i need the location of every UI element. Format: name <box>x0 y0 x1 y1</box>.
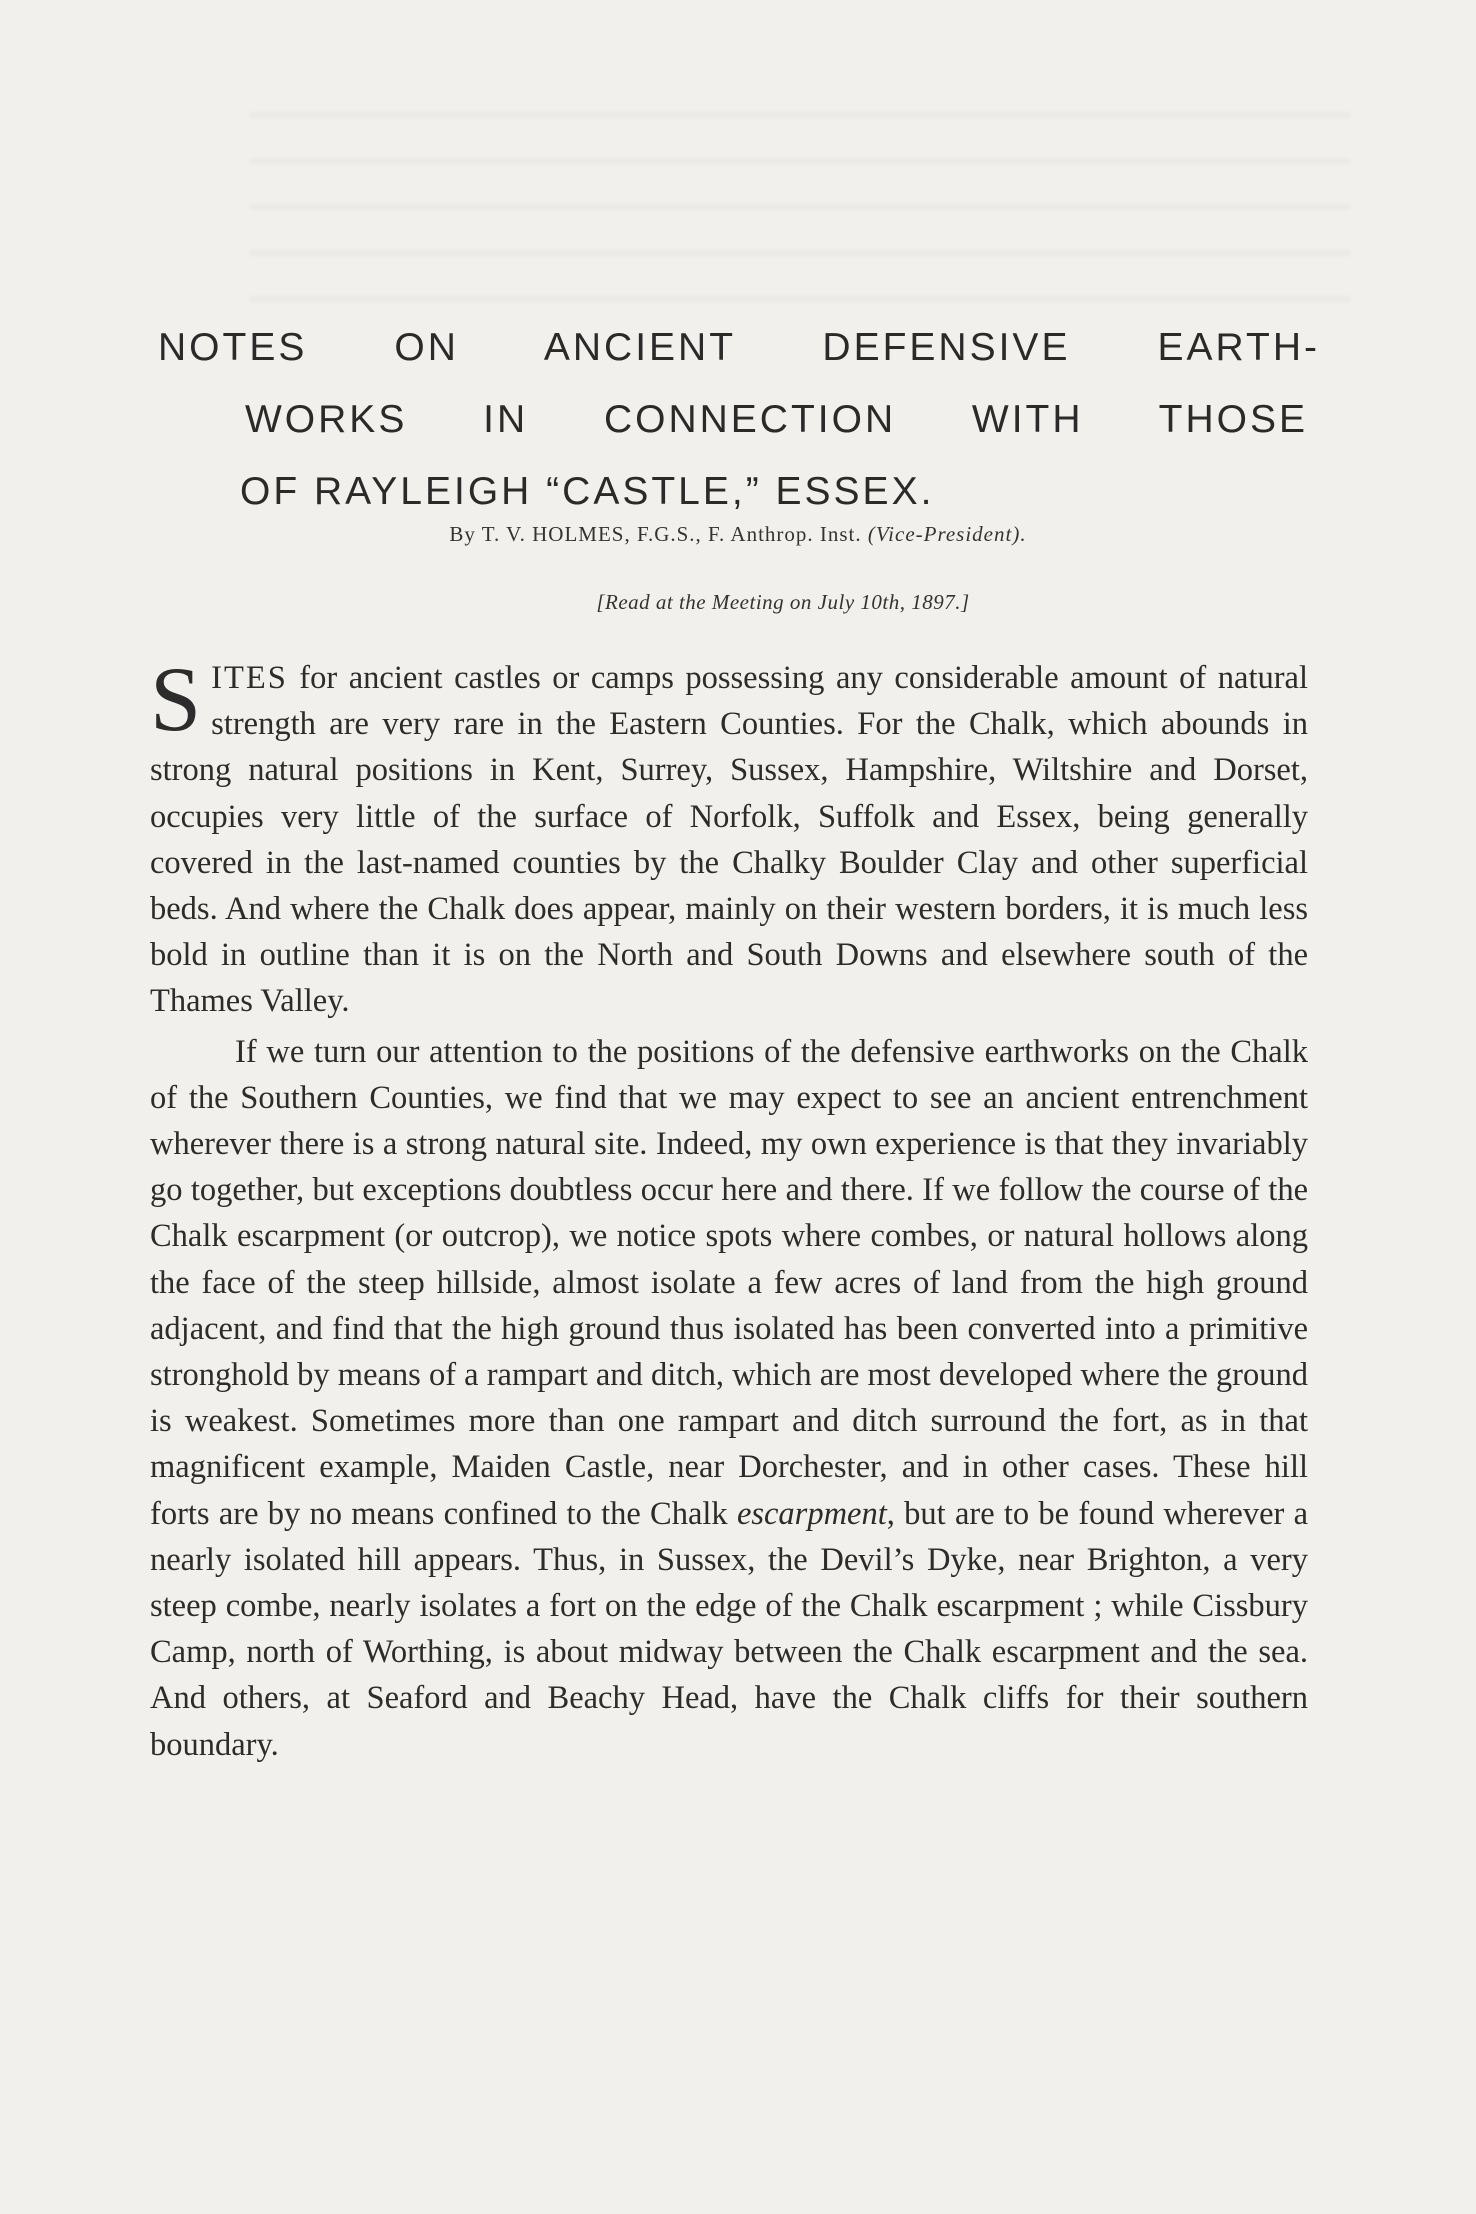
paragraph-1-text: for ancient castles or camps possessing any considerable amount of natural strength are very rare in the Eastern Counties. For the Chalk, which abounds in strong natural positions in Kent, Surrey, Sussex, Hampshire, Wiltshire and Dorset, occupies very little of the surface of Norfolk, Suffolk and Essex, being generally covered in the last-named counties by the Chalky Boulder Clay and other superficial beds. And where the Chalk does appear, mainly on their western borders, it is much less bold in outline than it is on the North and South Downs and elsewhere south of the Thames Valley. <box>150 660 1308 1020</box>
drop-cap: S <box>150 648 202 750</box>
author: By T. V. HOLMES, F.G.S., F. Anthrop. Inst. <box>449 522 862 546</box>
paragraph-2-text-b: , but are to be found wherever a nearly isolated hill appears. Thus, in Sussex, the Devil’s Dyke, near Brighton, a very steep combe, nearly isolates a fort on the edge of the Chalk escarpment ; while Cissbury Camp, north of Worthing, is about midway between the Chalk escarpment and the sea. And others, at Seaford and Beachy Head, have the Chalk cliffs for their southern boundary. <box>150 1495 1309 1763</box>
byline <box>0 522 1476 547</box>
title-line-3: OF RAYLEIGH “CASTLE,” ESSEX. <box>240 470 935 513</box>
article-body <box>150 648 1309 1768</box>
read-note: [Read at the Meeting on July 10th, 1897.] <box>596 590 970 614</box>
show-through-text <box>250 75 1350 325</box>
title-line-2: WORKS IN CONNECTION WITH THOSE <box>245 398 1308 441</box>
article-title <box>140 312 1320 528</box>
paragraph-1 <box>150 648 1308 1025</box>
paragraph-1-first-word: ITES <box>211 660 288 696</box>
paragraph-2-text-a: If we turn our attention to the positions of the defensive earthworks on the Chalk of the Southern Counties, we find that we may expect to see an ancient entrenchment wherever there is a strong natural site. Indeed, my own experience is that they invariably go together, but exceptions doubtless occur here and there. If we follow the course of the Chalk escarpment (or outcrop), we notice spots where combes, or natural hollows along the face of the steep hillside, almost isolate a few acres of land from the high ground adjacent, and find that the high ground thus isolated has been converted into a primitive stronghold by means of a rampart and ditch, which are most developed where the ground is weakest. Sometimes more than one rampart and ditch surround the fort, as in that magnificent example, Maiden Castle, near Dorchester, and in other cases. These hill forts are by no means confined to the Chalk <box>150 1033 1308 1532</box>
title-line-1: NOTES ON ANCIENT DEFENSIVE EARTH- <box>158 326 1320 369</box>
paragraph-2 <box>150 1029 1308 1768</box>
paragraph-2-italic: escarpment <box>736 1495 887 1532</box>
author-role: (Vice-President). <box>867 522 1027 546</box>
